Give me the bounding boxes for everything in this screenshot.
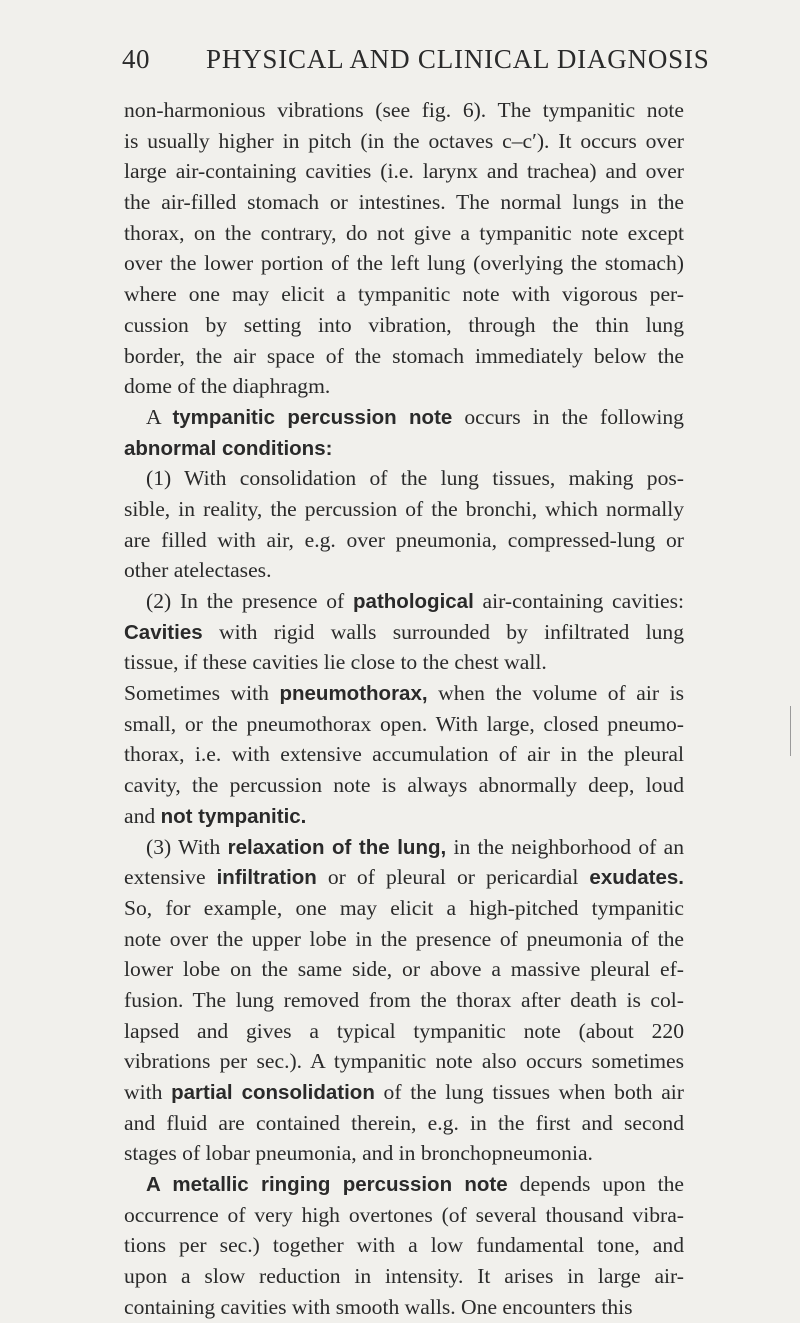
text-line <box>124 525 684 556</box>
text-line <box>124 95 684 126</box>
bold-term: not tympanitic. <box>160 804 307 828</box>
text-run: sible, in reality, the percussion of the bronchi, which normally <box>124 496 684 521</box>
bold-term: pneumothorax, <box>279 682 428 706</box>
text-line <box>124 586 684 617</box>
text-run: (1) With consolidation of the lung tissues, making pos- <box>146 466 684 491</box>
text-run: border, the air space of the stomach immediately below the <box>124 343 684 368</box>
text-line <box>124 1138 684 1169</box>
text-line <box>124 770 684 801</box>
text-run: are filled with air, e.g. over pneumonia, compressed-lung or <box>124 527 684 552</box>
text-run: lower lobe on the same side, or above a massive pleural ef- <box>124 957 684 982</box>
text-run: over the lower portion of the left lung (overlying the stomach) <box>124 251 684 276</box>
text-line <box>124 463 684 494</box>
text-run: non-harmonious vibrations (see fig. 6). The tympanitic note <box>124 98 684 122</box>
text-run: vibrations per sec.). A tympanitic note also occurs sometimes <box>124 1049 684 1074</box>
text-line <box>124 279 684 310</box>
text-line <box>124 739 684 770</box>
text-line <box>124 1230 684 1261</box>
page-header <box>122 44 710 78</box>
text-run: extensive <box>124 865 217 890</box>
text-run: of the lung tissues when both air <box>374 1080 685 1104</box>
text-run: (3) With <box>146 834 228 859</box>
text-line <box>124 985 684 1016</box>
text-line <box>124 617 684 648</box>
bold-term: pathological <box>353 590 474 613</box>
text-line <box>124 126 684 157</box>
bold-term: tympanitic percussion note <box>172 405 453 429</box>
text-line <box>124 801 684 832</box>
text-run: fusion. The lung removed from the thorax after death is col- <box>124 987 684 1012</box>
text-line <box>124 954 684 985</box>
text-run: when the volume of air is <box>427 681 684 706</box>
bold-term: partial consolidation <box>171 1081 375 1104</box>
text-line <box>124 402 684 433</box>
bold-term: relaxation of the lung, <box>227 835 447 859</box>
text-line <box>124 678 684 709</box>
text-line <box>124 341 684 372</box>
text-run: depends upon the <box>507 1172 684 1197</box>
text-run: small, or the pneumothorax open. With large, closed pneumo- <box>124 711 684 736</box>
text-line <box>124 862 684 893</box>
text-run: tissue, if these cavities lie close to the chest wall. <box>124 650 547 675</box>
text-run: in the neighborhood of an <box>446 834 684 859</box>
text-run: tions per sec.) together with a low fundamental tone, and <box>124 1233 684 1258</box>
page-edge-mark <box>790 706 794 756</box>
text-run: where one may elicit a tympanitic note with vigorous per- <box>124 282 684 307</box>
bold-term: A metallic ringing percussion note <box>146 1173 508 1197</box>
text-line <box>124 924 684 955</box>
text-line <box>124 218 684 249</box>
text-line <box>124 893 684 924</box>
text-line <box>124 1261 684 1292</box>
text-run: large air-containing cavities (i.e. larynx and trachea) and over <box>124 159 684 184</box>
text-line <box>124 433 684 464</box>
text-run: cussion by setting into vibration, through the thin lung <box>124 312 684 337</box>
text-run: and fluid are contained therein, e.g. in the first and second <box>124 1110 684 1135</box>
text-line <box>124 1108 684 1139</box>
text-run: (2) In the presence of <box>146 589 354 613</box>
text-run: or of pleural or pericardial <box>316 865 590 890</box>
page-number: 40 <box>122 44 150 74</box>
bold-term: abnormal conditions: <box>124 436 333 460</box>
running-title: PHYSICAL AND CLINICAL DIAGNOSIS <box>206 44 710 74</box>
text-run: So, for example, one may elicit a high-pitched tympanitic <box>124 895 684 920</box>
text-run: other atelectases. <box>124 558 272 583</box>
text-line <box>124 371 684 402</box>
text-run: lapsed and gives a typical tympanitic note (about 220 <box>124 1018 684 1043</box>
text-line <box>124 1077 684 1108</box>
text-run: thorax, on the contrary, do not give a tympanitic note except <box>124 220 684 245</box>
text-run: stages of lobar pneumonia, and in bronchopneumonia. <box>124 1141 593 1166</box>
text-run: occurrence of very high overtones (of several thousand vibra- <box>124 1202 684 1227</box>
text-run: note over the upper lobe in the presence of pneumonia of the <box>124 926 684 951</box>
text-run: Sometimes with <box>124 681 280 706</box>
text-run: upon a slow reduction in intensity. It arises in large air- <box>124 1264 684 1289</box>
text-line <box>124 1016 684 1047</box>
text-line <box>124 709 684 740</box>
text-run: dome of the diaphragm. <box>124 374 331 399</box>
text-line <box>124 1292 684 1323</box>
text-run: with rigid walls surrounded by infiltrated lung <box>202 619 684 644</box>
text-run: thorax, i.e. with extensive accumulation of air in the pleural <box>124 742 684 767</box>
text-run: is usually higher in pitch (in the octaves c–c′). It occurs over <box>124 128 684 153</box>
text-line <box>124 1046 684 1077</box>
text-line <box>124 248 684 279</box>
text-line <box>124 187 684 218</box>
text-line <box>124 1200 684 1231</box>
text-line <box>124 555 684 586</box>
text-run: cavity, the percussion note is always abnormally deep, loud <box>124 773 684 798</box>
bold-term: Cavities <box>124 620 203 644</box>
text-run: air-containing cavities: <box>473 589 684 613</box>
text-line <box>124 156 684 187</box>
text-line <box>124 832 684 863</box>
page-body <box>124 95 684 1323</box>
text-run: occurs in the following <box>452 404 684 429</box>
text-run: and <box>124 803 161 828</box>
text-line <box>124 1169 684 1200</box>
text-run: with <box>124 1080 172 1104</box>
text-run: the air-filled stomach or intestines. The normal lungs in the <box>124 190 684 215</box>
text-line <box>124 310 684 341</box>
bold-term: infiltration <box>216 866 317 890</box>
text-line <box>124 647 684 678</box>
text-run: A <box>146 404 173 429</box>
bold-term: exudates. <box>589 866 684 890</box>
text-line <box>124 494 684 525</box>
text-run: containing cavities with smooth walls. One encounters this <box>124 1294 633 1319</box>
